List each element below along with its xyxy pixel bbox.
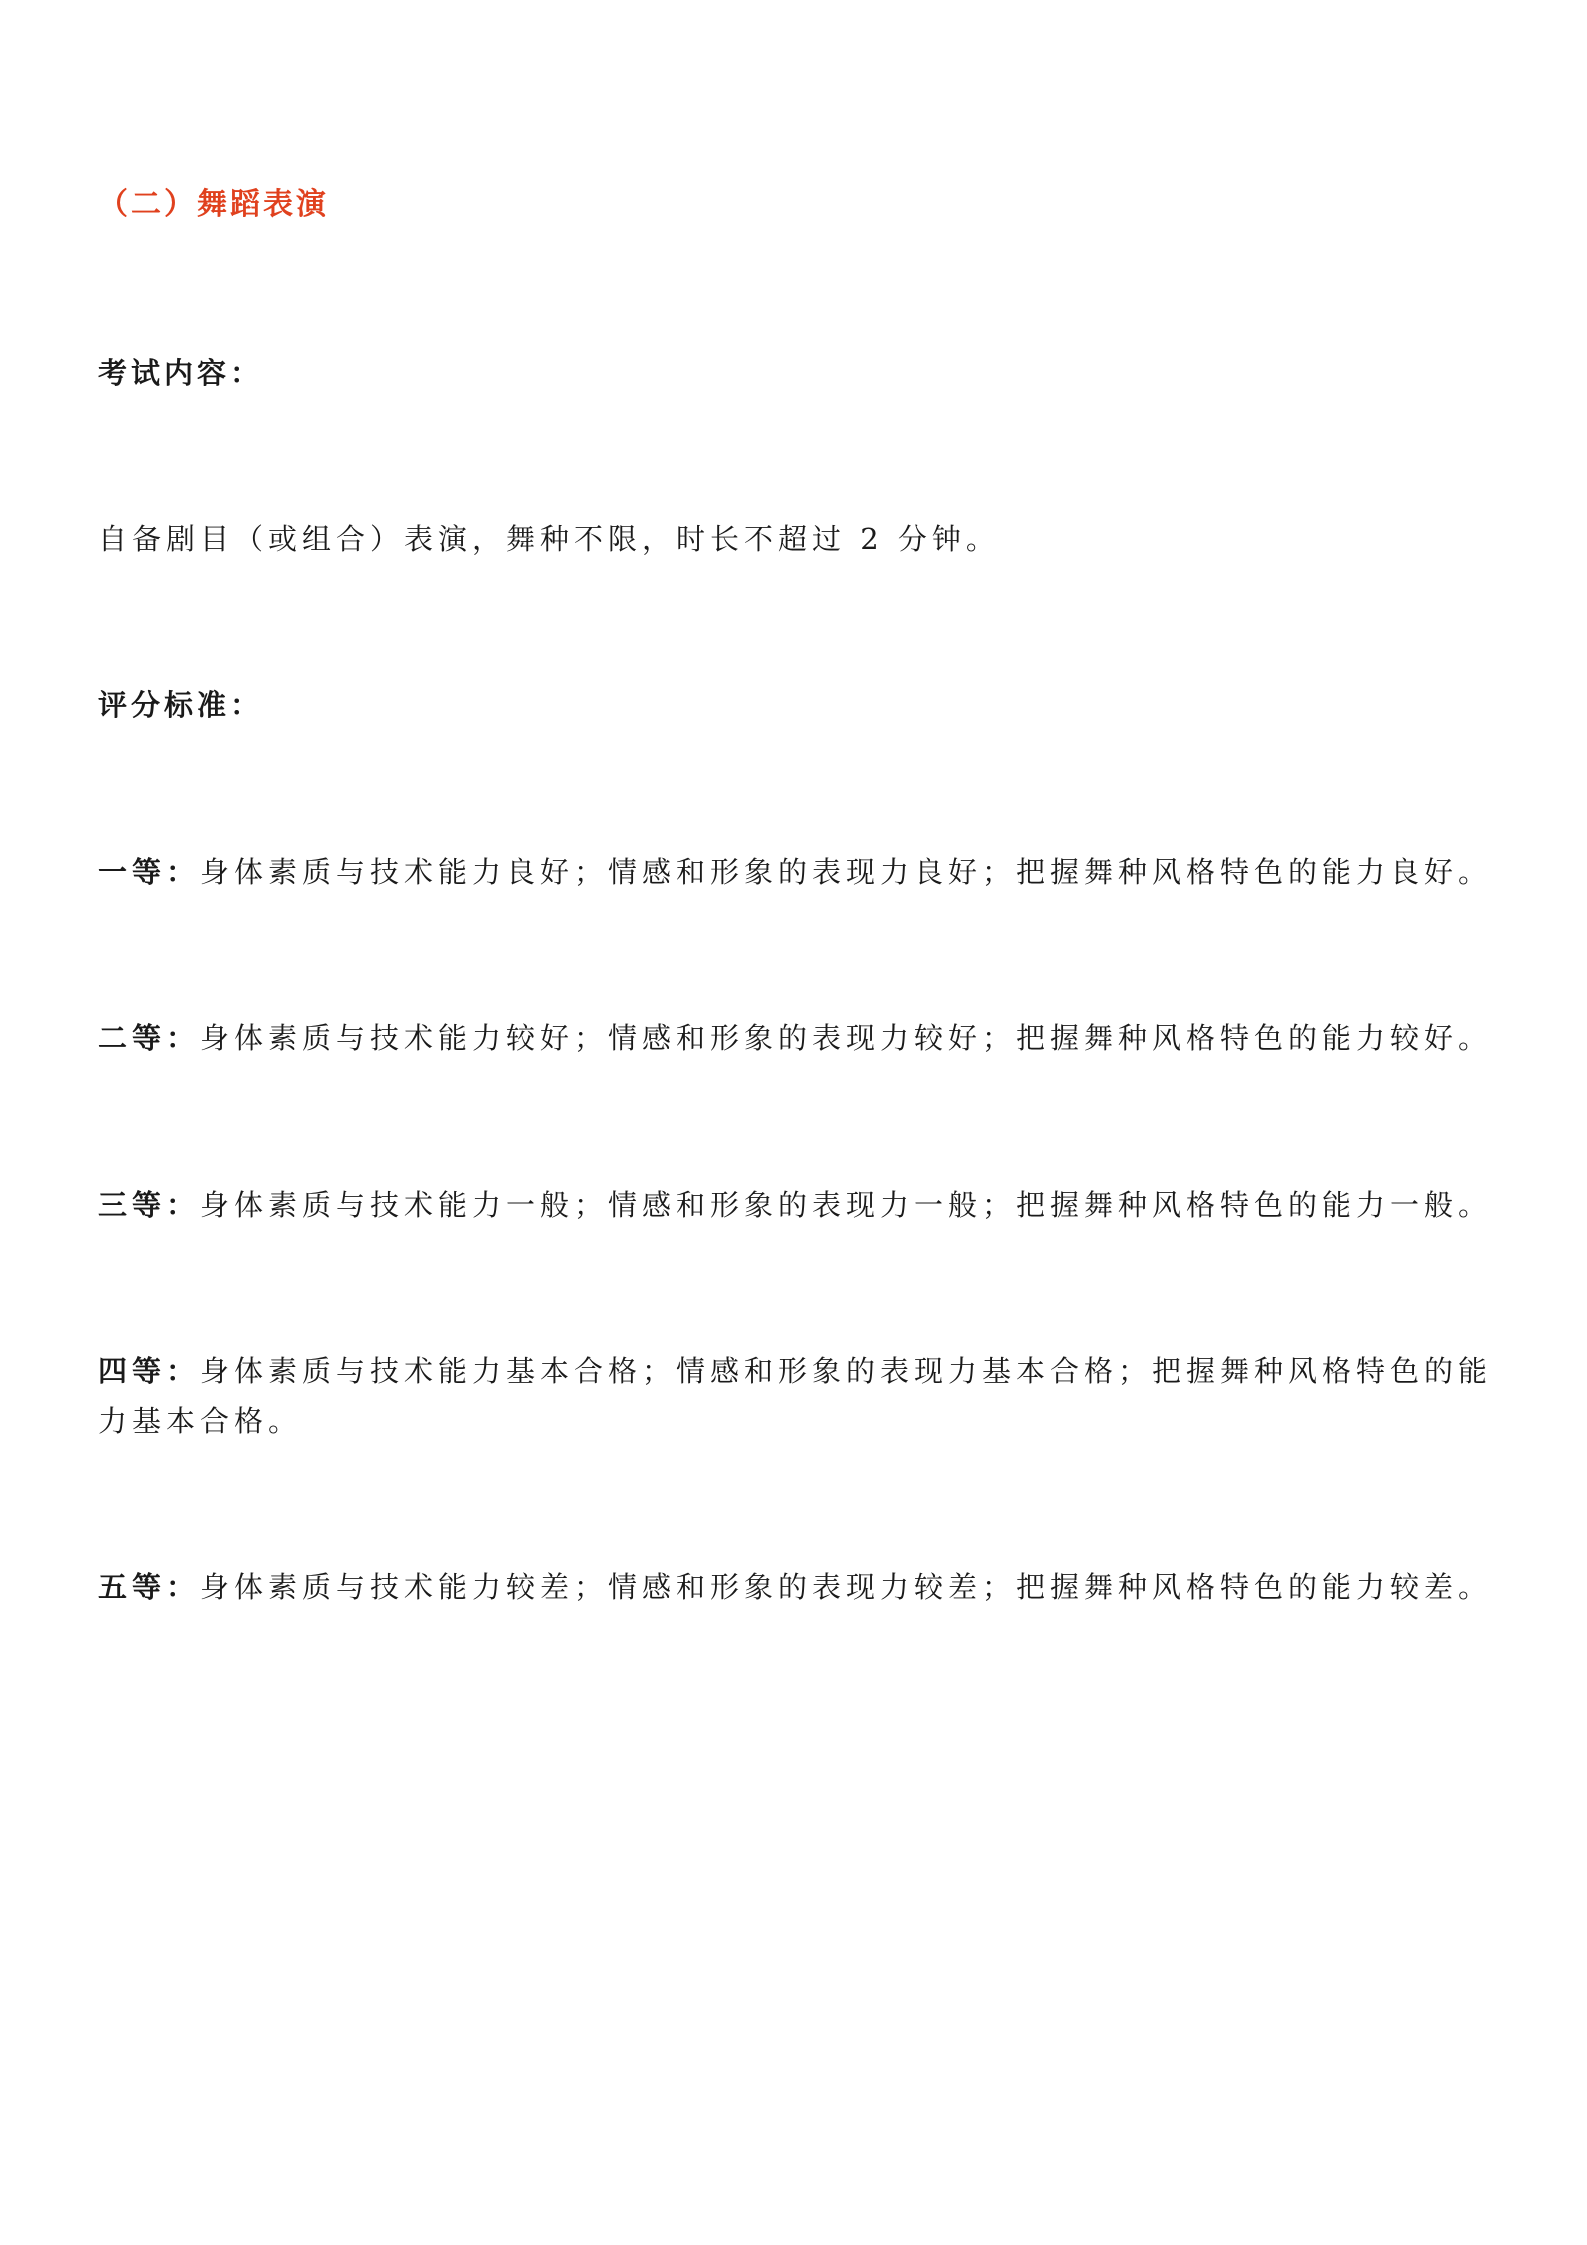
grade-label: 四等： bbox=[98, 1354, 201, 1388]
scoring-label: 评分标准： bbox=[98, 688, 264, 722]
grade-item-4 bbox=[98, 1346, 1498, 1446]
grade-text: 身体素质与技术能力较差；情感和形象的表现力较差；把握舞种风格特色的能力较差。 bbox=[200, 1570, 1493, 1604]
grade-text: 身体素质与技术能力基本合格；情感和形象的表现力基本合格；把握舞种风格特色的能力基本合格。 bbox=[98, 1354, 1493, 1438]
grade-item-3 bbox=[98, 1180, 1498, 1230]
grade-label: 一等： bbox=[98, 855, 201, 889]
grade-item-2 bbox=[98, 1013, 1498, 1063]
grade-label: 三等： bbox=[98, 1188, 201, 1222]
grade-label: 五等： bbox=[98, 1570, 201, 1604]
grade-item-1 bbox=[98, 847, 1498, 897]
grade-text: 身体素质与技术能力良好；情感和形象的表现力良好；把握舞种风格特色的能力良好。 bbox=[200, 855, 1493, 889]
section-heading: （二）舞蹈表演 bbox=[98, 187, 329, 222]
grade-item-5 bbox=[98, 1562, 1498, 1612]
grade-text: 身体素质与技术能力较好；情感和形象的表现力较好；把握舞种风格特色的能力较好。 bbox=[200, 1021, 1493, 1055]
exam-content-label: 考试内容： bbox=[98, 356, 264, 390]
exam-content-text: 自备剧目（或组合）表演，舞种不限，时长不超过 2 分钟。 bbox=[98, 522, 1000, 556]
grade-text: 身体素质与技术能力一般；情感和形象的表现力一般；把握舞种风格特色的能力一般。 bbox=[200, 1188, 1493, 1222]
grade-label: 二等： bbox=[98, 1021, 201, 1055]
